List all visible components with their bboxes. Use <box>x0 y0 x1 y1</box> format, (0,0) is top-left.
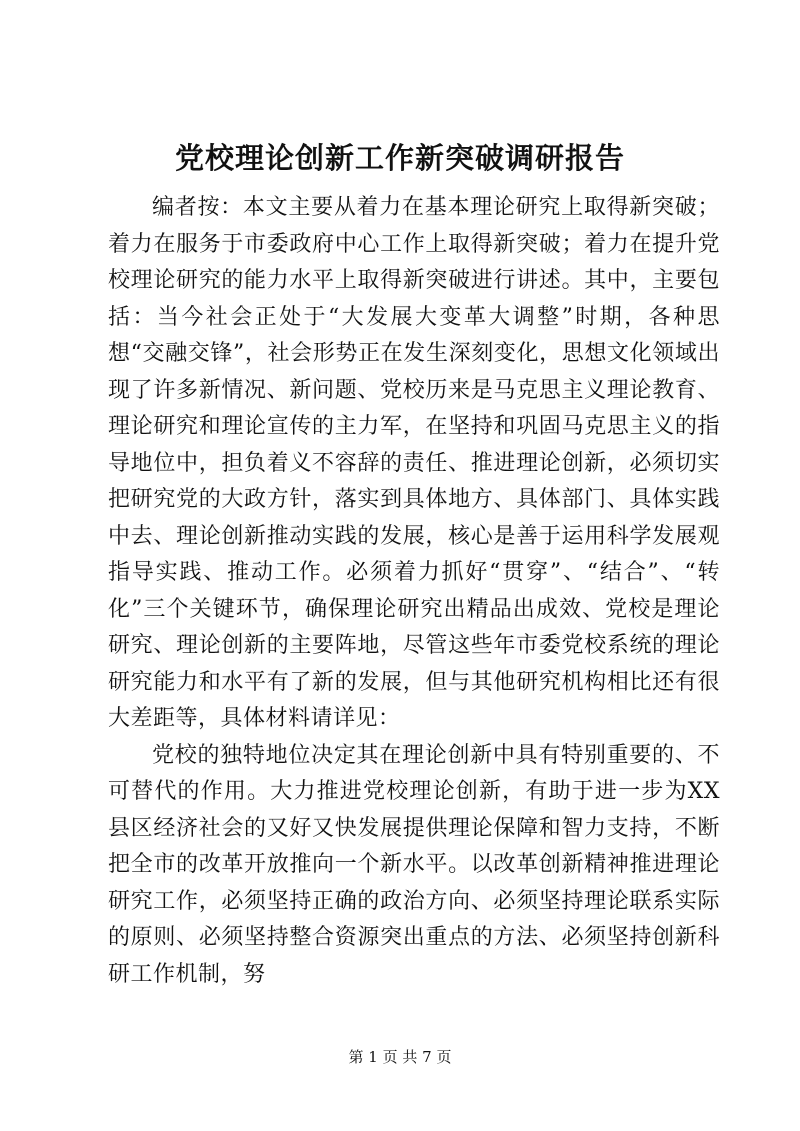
body-paragraph: 党校的独特地位决定其在理论创新中具有特别重要的、不可替代的作用。大力推进党校理论创新，有助于进一步为XX县区经济社会的又好又快发展提供理论保障和智力支持，不断把全市的改革开放推向一个新水平。以改革创新精神推进理论研究工作，必须坚持正确的政治方向、必须坚持理论联系实际的原则、必须坚持整合资源突出重点的方法、必须坚持创新科研工作机制，努 <box>108 742 720 987</box>
document-body <box>108 190 720 993</box>
page-number-footer: 第 1 页 共 7 页 <box>348 1048 452 1066</box>
document-title: 党校理论创新工作新突破调研报告 <box>174 141 625 175</box>
editor-note-paragraph: 编者按：本文主要从着力在基本理论研究上取得新突破；着力在服务于市委政府中心工作上取得新突破；着力在提升党校理论研究的能力水平上取得新突破进行讲述。其中，主要包括：当今社会正处于“大发展大变革大调整”时期，各种思想“交融交锋”，社会形势正在发生深刻变化，思想文化领域出现了许多新情况、新问题、党校历来是马克思主义理论教育、理论研究和理论宣传的主力军，在坚持和巩固马克思主义的指导地位中，担负着义不容辞的责任、推进理论创新，必须切实把研究党的大政方针，落实到具体地方、具体部门、具体实践中去、理论创新推动实践的发展，核心是善于运用科学发展观指导实践、推动工作。必须着力抓好“贯穿”、“结合”、“转化”三个关键环节，确保理论研究出精品出成效、党校是理论研究、理论创新的主要阵地，尽管这些年市委党校系统的理论研究能力和水平有了新的发展，但与其他研究机构相比还有很大差距等，具体材料请详见： <box>108 195 720 731</box>
